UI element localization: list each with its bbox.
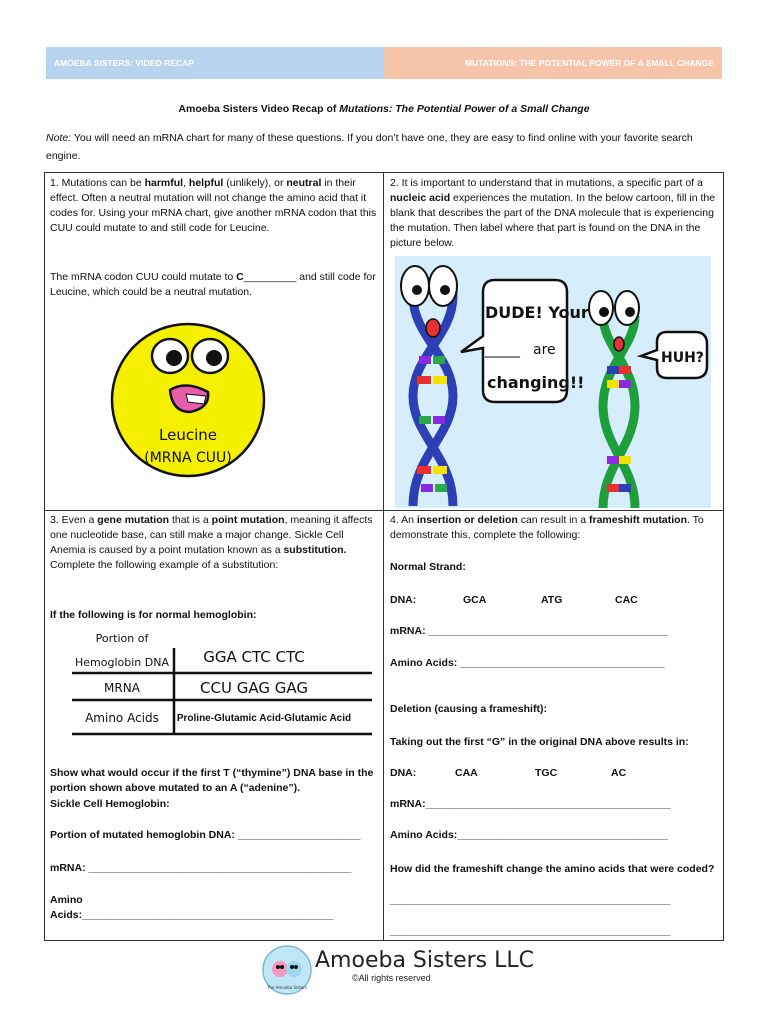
note-text: You will need an mRNA chart for many of these questions. If you don’t have one, they are easy to find online with your favorite search engine. [46,132,693,162]
q3-acids-line[interactable]: Acids:___________________________________________ [50,909,334,921]
q4-mrna-line[interactable]: mRNA: _________________________________________ [390,625,668,637]
q3-d: Complete the following example of a substitution: [50,559,279,571]
page-title [0,103,768,115]
q3-sickle-label: Sickle Cell Hemoglobin: [50,798,170,810]
question-3-text [50,513,378,573]
leucine-left-pupil [166,350,182,366]
amoeba-sisters-logo-icon [262,945,312,995]
q1-answer-c: C [236,271,244,283]
q4-deleted-codon-2: TGC [535,767,558,779]
q2-nucleic-acid: nucleic acid [390,192,451,204]
q4-dna-label-2: DNA: [390,767,417,779]
q3-b: that is a [169,514,212,526]
title-italic: Mutations: The Potential Power of a Small Change [339,103,590,115]
q4-dna-label: DNA: [390,594,417,606]
q3-show-text: Show what would occur if the first T (“thymine”) DNA base in the portion shown above mutated to an A (“adenine”). [50,767,374,794]
bubble1-blank[interactable]: _____ [485,342,520,358]
svg-text:The Amoeba Sisters: The Amoeba Sisters [266,985,308,990]
bubble1-line3: changing!! [487,373,585,392]
right-dna-mouth [614,337,624,351]
q1-answer-prefix: The mRNA codon CUU could mutate to [50,271,237,283]
q1-answer-suffix: and still code for Leucine, which could be a neutral mutation. [50,271,376,298]
footer-company-name: Amoeba Sisters LLC [315,948,534,973]
q4-frameshift: frameshift mutation [589,514,688,526]
leucine-teeth [186,394,206,404]
q3-point-mutation: point mutation [211,514,285,526]
hemoglobin-table [66,626,378,738]
q4-normal-codon-1: GCA [463,594,487,606]
q4-deleted-codon-1: CAA [455,767,478,779]
note-paragraph [46,129,722,165]
table-row1-right: GGA CTC CTC [203,648,305,666]
table-row3-right: Proline-Glutamic Acid-Glutamic Acid [176,713,352,724]
q4-amino-line-2[interactable]: Amino Acids:____________________________________ [390,829,668,841]
q3-portion-mutated-line[interactable]: Portion of mutated hemoglobin DNA: _____________________ [50,829,361,841]
q1-harmful: harmful [144,177,184,189]
q4-frameshift-question: How did the frameshift change the amino acids that were coded? [390,863,715,875]
q3-normal-label: If the following is for normal hemoglobin: [50,609,257,621]
footer-rights: ©All rights reserved [352,973,431,983]
table-row2-left: MRNA [104,681,140,695]
header-left-banner: AMOEBA SISTERS: VIDEO RECAP [46,47,384,79]
question-4-text [390,513,718,543]
q1-helpful: helpful [188,177,224,189]
left-dna-mouth [426,319,440,337]
q1-comma: , [183,177,189,189]
leucine-label-line1: Leucine [159,426,217,444]
grid-vertical-divider [383,172,384,941]
question-1-text [50,176,378,236]
table-row3-left: Amino Acids [85,711,159,725]
q4-deletion-label: Deletion (causing a frameshift): [390,703,547,715]
q4-b: can result in a [517,514,589,526]
question-1-answer [50,270,378,300]
q1-rest: in their effect. Often a neutral mutation will not change the amino acid that it codes for. Using your mRNA chart, give another mRNA codon that this CUU could mutate to and still code for Leucine. [50,177,377,234]
q4-normal-codon-2: ATG [541,594,563,606]
leucine-right-pupil [206,350,222,366]
q4-normal-strand-label: Normal Strand: [390,561,466,573]
q1-answer-blank[interactable]: _________ [243,271,297,283]
q4-mrna-line-2[interactable]: mRNA:__________________________________________ [390,798,671,810]
q4-answer-line-1[interactable]: ________________________________________________ [390,894,671,906]
q3-mrna-line[interactable]: mRNA: _____________________________________________ [50,862,352,874]
q1-intro: 1. Mutations can be [50,177,145,189]
q4-normal-codon-3: CAC [615,594,638,606]
leucine-cartoon [108,318,268,483]
bubble1-line1: DUDE! Your [485,303,589,322]
q4-intro: 4. An [390,514,417,526]
q4-amino-line[interactable]: Amino Acids: ___________________________________ [390,657,665,669]
bubble2-text: HUH? [661,350,704,366]
q2-intro: 2. It is important to understand that in mutations, a specific part of a [390,177,703,189]
q3-substitution: substitution. [283,544,347,556]
title-prefix: Amoeba Sisters Video Recap of [178,103,340,115]
table-row1-left: Hemoglobin DNA [75,656,169,669]
q4-answer-line-2[interactable]: ________________________________________________ [390,925,671,937]
grid-horizontal-divider [44,510,724,511]
bubble1-are: are [533,342,556,358]
q3-intro: 3. Even a [50,514,98,526]
q4-deleted-codon-3: AC [611,767,627,779]
q1-mid: (unlikely), or [223,177,287,189]
q3-amino-label: Amino [50,894,83,906]
q3-c: , meaning it affects one nucleotide base, can still make a major change. Sickle Cell Anemia is caused by a point mutation known as a [50,514,373,556]
table-row1-left-top: Portion of [95,632,149,645]
leucine-label-line2: (MRNA CUU) [144,450,232,466]
q4-taking-out-text: Taking out the first “G” in the original DNA above results in: [390,736,689,748]
q4-c: . To demonstrate this, complete the following: [390,514,704,541]
q1-neutral: neutral [286,177,322,189]
dna-cartoon [395,256,711,508]
q4-insertion-deletion: insertion or deletion [416,514,518,526]
table-row2-right: CCU GAG GAG [200,679,308,697]
note-label: Note: [46,132,72,144]
q3-gene-mutation: gene mutation [97,514,170,526]
q2-rest: experiences the mutation. In the below cartoon, fill in the blank that describes the part of the DNA molecule that is experiencing the mutation. Then label where that part is found on the DNA in the picture below. [390,192,716,249]
header-right-banner: MUTATIONS: THE POTENTIAL POWER OF A SMALL CHANGE [384,47,722,79]
question-2-text [390,176,718,251]
